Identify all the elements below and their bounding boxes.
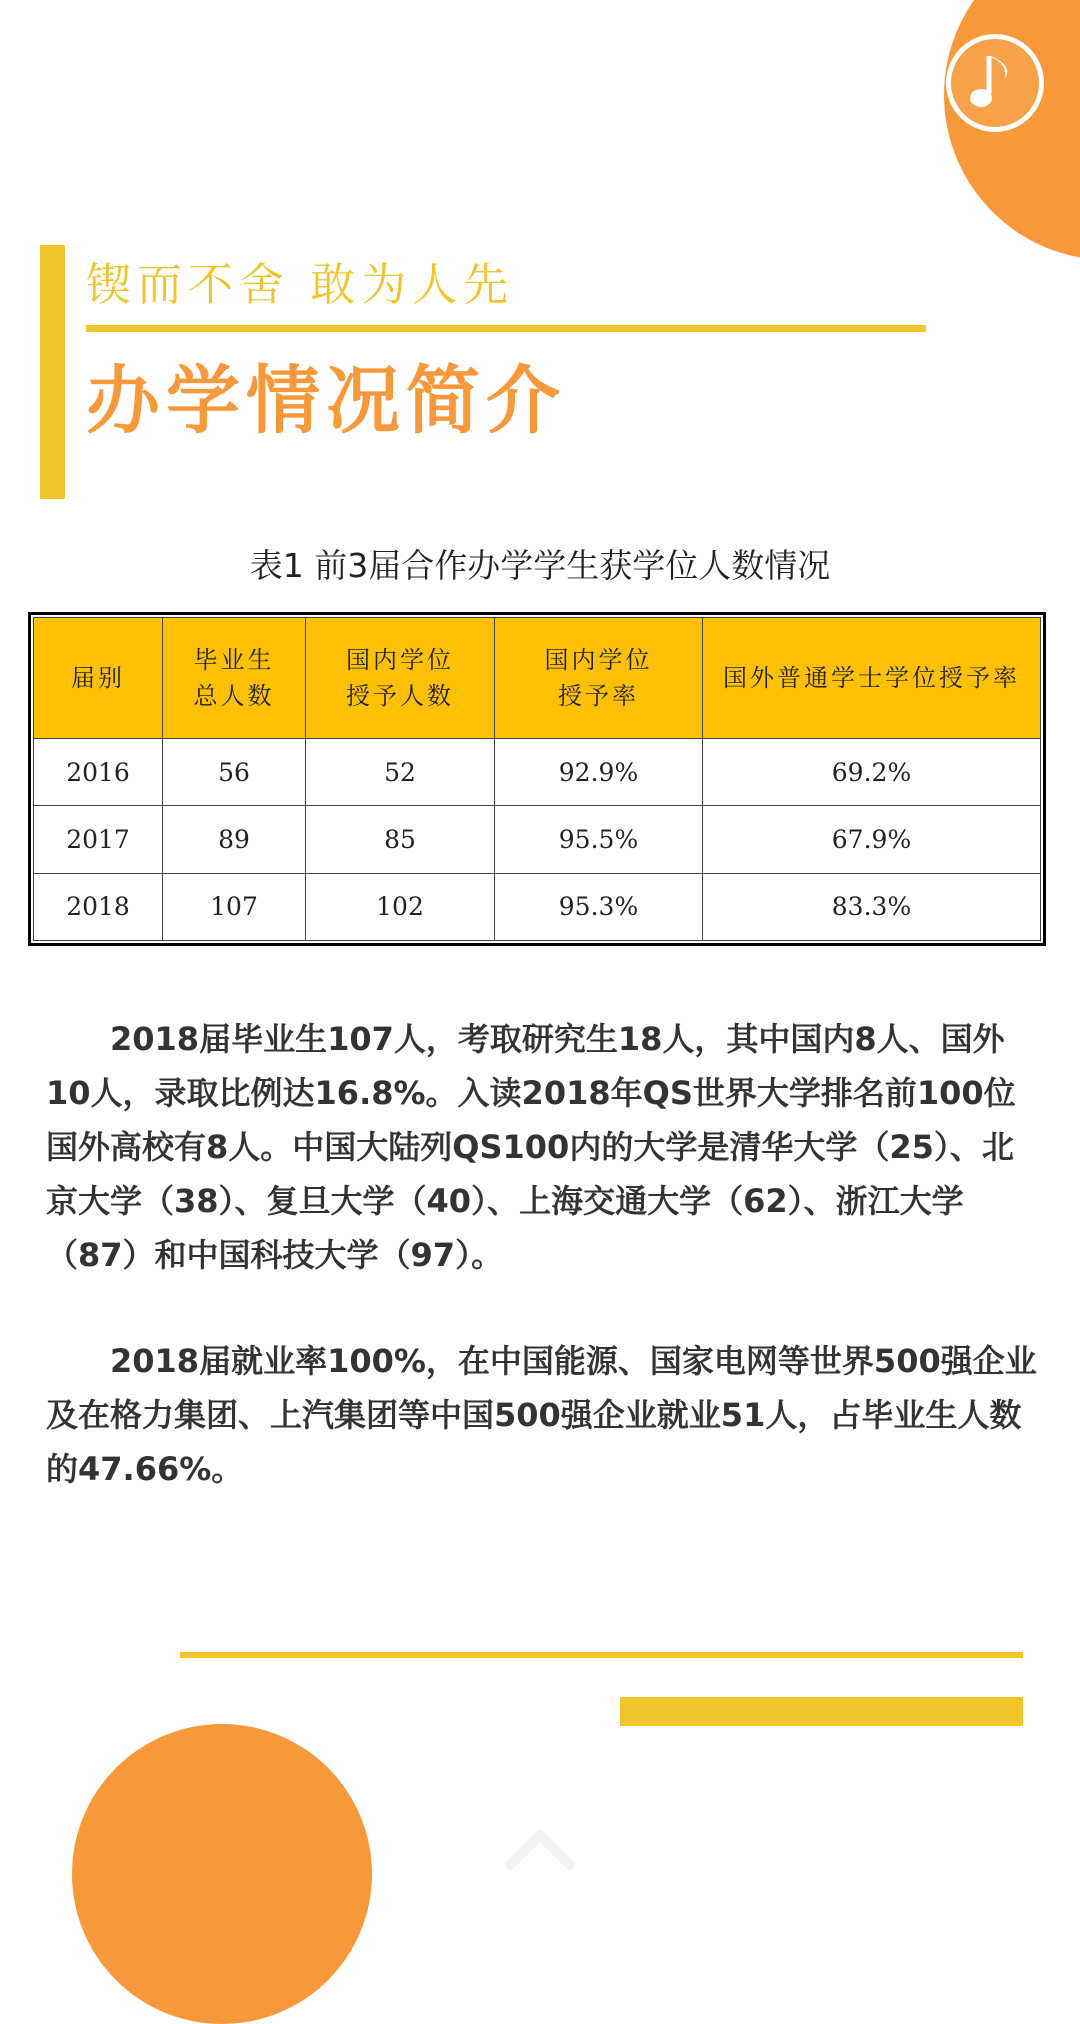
header-line: 总人数 — [193, 682, 275, 710]
paragraph-employment: 2018届就业率100%，在中国能源、国家电网等世界500强企业及在格力集团、上汽集团等中国500强企业就业51人，占毕业生人数的47.66%。 — [46, 1342, 1037, 1488]
header-line: 授予人数 — [346, 682, 454, 710]
music-note-icon — [967, 52, 1023, 114]
header-line: 国外普通学士学位授予率 — [723, 664, 1020, 692]
degree-table-frame — [28, 612, 1046, 946]
header-cell-total-graduates — [163, 618, 306, 739]
table-caption: 表1 前3届合作办学学生获学位人数情况 — [249, 546, 831, 585]
table-row — [34, 739, 1041, 806]
title-accent-bar — [40, 245, 65, 499]
header-line: 国内学位 — [346, 646, 454, 674]
slogan-text: 锲而不舍 敢为人先 — [86, 258, 515, 311]
table-cell: 89 — [163, 806, 306, 873]
table-cell: 2018 — [34, 873, 163, 940]
header-cell-class-year — [34, 618, 163, 739]
table-cell: 85 — [306, 806, 495, 873]
header-line: 毕业生 — [193, 646, 275, 674]
music-toggle-button[interactable] — [946, 34, 1044, 132]
decorative-orange-circle-bottom — [72, 1724, 372, 2024]
chevron-up-icon[interactable] — [500, 1820, 580, 1880]
table-cell: 107 — [163, 873, 306, 940]
table-cell: 2016 — [34, 739, 163, 806]
table-cell: 69.2% — [703, 739, 1041, 806]
table-cell: 102 — [306, 873, 495, 940]
table-cell: 95.5% — [495, 806, 703, 873]
header-line: 届别 — [71, 664, 125, 692]
header-cell-domestic-degree-rate — [495, 618, 703, 739]
table-cell: 83.3% — [703, 873, 1041, 940]
paragraph-postgraduate: 2018届毕业生107人，考取研究生18人，其中国内8人、国外10人，录取比例达16.8%。入读2018年QS世界大学排名前100位国外高校有8人。中国大陆列QS100内的大学是清华大学（25）、北京大学（38）、复旦大学（40）、上海交通大学（62）、浙江大学（87）和中国科技大学（97）。 — [46, 1020, 1016, 1274]
header-cell-domestic-degree-count — [306, 618, 495, 739]
page-title: 办学情况简介 — [86, 358, 566, 444]
table-cell: 92.9% — [495, 739, 703, 806]
header-cell-foreign-degree-rate — [703, 618, 1041, 739]
header-line: 授予率 — [558, 682, 639, 710]
slogan-underline — [86, 325, 926, 332]
decorative-line-thick — [620, 1697, 1023, 1726]
table-cell: 2017 — [34, 806, 163, 873]
table-header-row — [34, 618, 1041, 739]
table-row — [34, 873, 1041, 940]
table-cell: 95.3% — [495, 873, 703, 940]
table-cell: 52 — [306, 739, 495, 806]
table-cell: 67.9% — [703, 806, 1041, 873]
decorative-line-thin — [180, 1652, 1023, 1658]
table-cell: 56 — [163, 739, 306, 806]
degree-table — [33, 617, 1041, 941]
header-line: 国内学位 — [544, 646, 653, 674]
table-row — [34, 806, 1041, 873]
